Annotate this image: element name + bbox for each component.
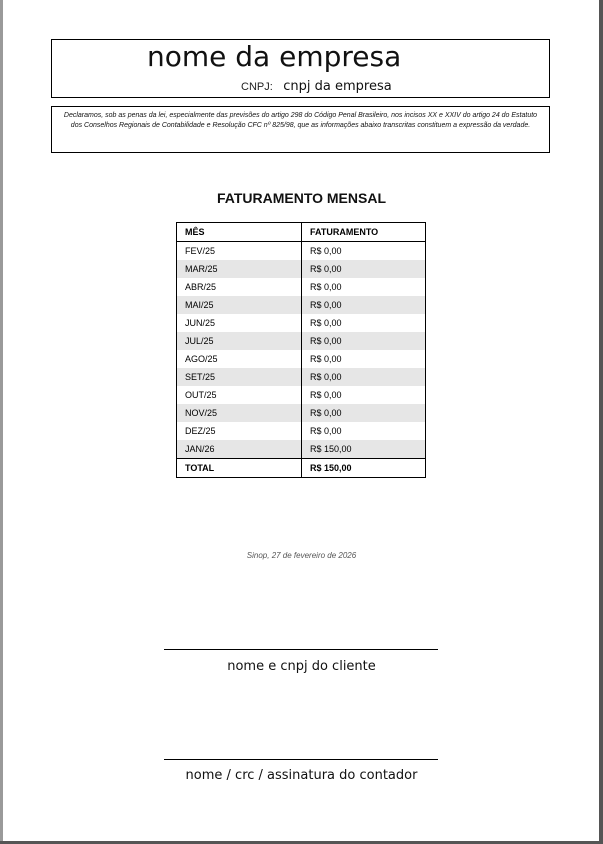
- table-row: [177, 404, 426, 422]
- billing-cell: R$ 0,00: [302, 260, 426, 278]
- month-cell: DEZ/25: [177, 422, 302, 440]
- declaration-box: [51, 106, 550, 153]
- place-date: Sinop, 27 de fevereiro de 2026: [246, 551, 357, 560]
- month-cell: SET/25: [177, 368, 302, 386]
- declaration-text: Declaramos, sob as penas da lei, especialmente das previsões do artigo 298 do Código Penal Brasileiro, nos incisos XX e XXIV do artigo 24 do Estatuto dos Conselhos Regionais de Contabilidade e Resolução CFC nº 825/98, que as informações abaixo transcritas constituem a expressão da verdade.: [63, 112, 538, 129]
- table-row: [177, 332, 426, 350]
- cnpj-row: [241, 77, 392, 95]
- total-row: [177, 459, 426, 478]
- column-header-month: MÊS: [177, 223, 302, 242]
- page-edge-right: [599, 0, 603, 844]
- table-row: [177, 242, 426, 261]
- billing-cell: R$ 0,00: [302, 350, 426, 368]
- billing-cell: R$ 0,00: [302, 296, 426, 314]
- total-label: TOTAL: [177, 459, 302, 478]
- table-row: [177, 350, 426, 368]
- table-row: [177, 314, 426, 332]
- page-edge-left: [0, 0, 3, 844]
- table-row: [177, 278, 426, 296]
- client-signature-line: [164, 649, 438, 650]
- total-value: R$ 150,00: [302, 459, 426, 478]
- company-name: nome da empresa: [147, 40, 402, 73]
- billing-cell: R$ 0,00: [302, 242, 426, 261]
- table-row: [177, 386, 426, 404]
- billing-cell: R$ 0,00: [302, 422, 426, 440]
- accountant-signature-line: [164, 759, 438, 760]
- month-cell: ABR/25: [177, 278, 302, 296]
- month-cell: MAR/25: [177, 260, 302, 278]
- table-row: [177, 296, 426, 314]
- accountant-signature-label: nome / crc / assinatura do contador: [185, 768, 418, 783]
- billing-table: [176, 222, 426, 478]
- month-cell: NOV/25: [177, 404, 302, 422]
- billing-cell: R$ 0,00: [302, 314, 426, 332]
- cnpj-value: cnpj da empresa: [283, 79, 392, 94]
- month-cell: MAI/25: [177, 296, 302, 314]
- month-cell: OUT/25: [177, 386, 302, 404]
- table-row: [177, 440, 426, 459]
- table-row: [177, 422, 426, 440]
- billing-cell: R$ 0,00: [302, 386, 426, 404]
- client-signature-label: nome e cnpj do cliente: [227, 659, 376, 674]
- cnpj-label: CNPJ:: [241, 81, 273, 93]
- table-header-row: [177, 223, 426, 242]
- table-row: [177, 260, 426, 278]
- billing-cell: R$ 150,00: [302, 440, 426, 459]
- month-cell: JUL/25: [177, 332, 302, 350]
- billing-cell: R$ 0,00: [302, 368, 426, 386]
- table-row: [177, 368, 426, 386]
- page-title: FATURAMENTO MENSAL: [216, 190, 387, 206]
- month-cell: JAN/26: [177, 440, 302, 459]
- billing-cell: R$ 0,00: [302, 278, 426, 296]
- month-cell: JUN/25: [177, 314, 302, 332]
- billing-cell: R$ 0,00: [302, 332, 426, 350]
- month-cell: AGO/25: [177, 350, 302, 368]
- billing-cell: R$ 0,00: [302, 404, 426, 422]
- company-header: [51, 39, 550, 98]
- month-cell: FEV/25: [177, 242, 302, 261]
- column-header-billing: FATURAMENTO: [302, 223, 426, 242]
